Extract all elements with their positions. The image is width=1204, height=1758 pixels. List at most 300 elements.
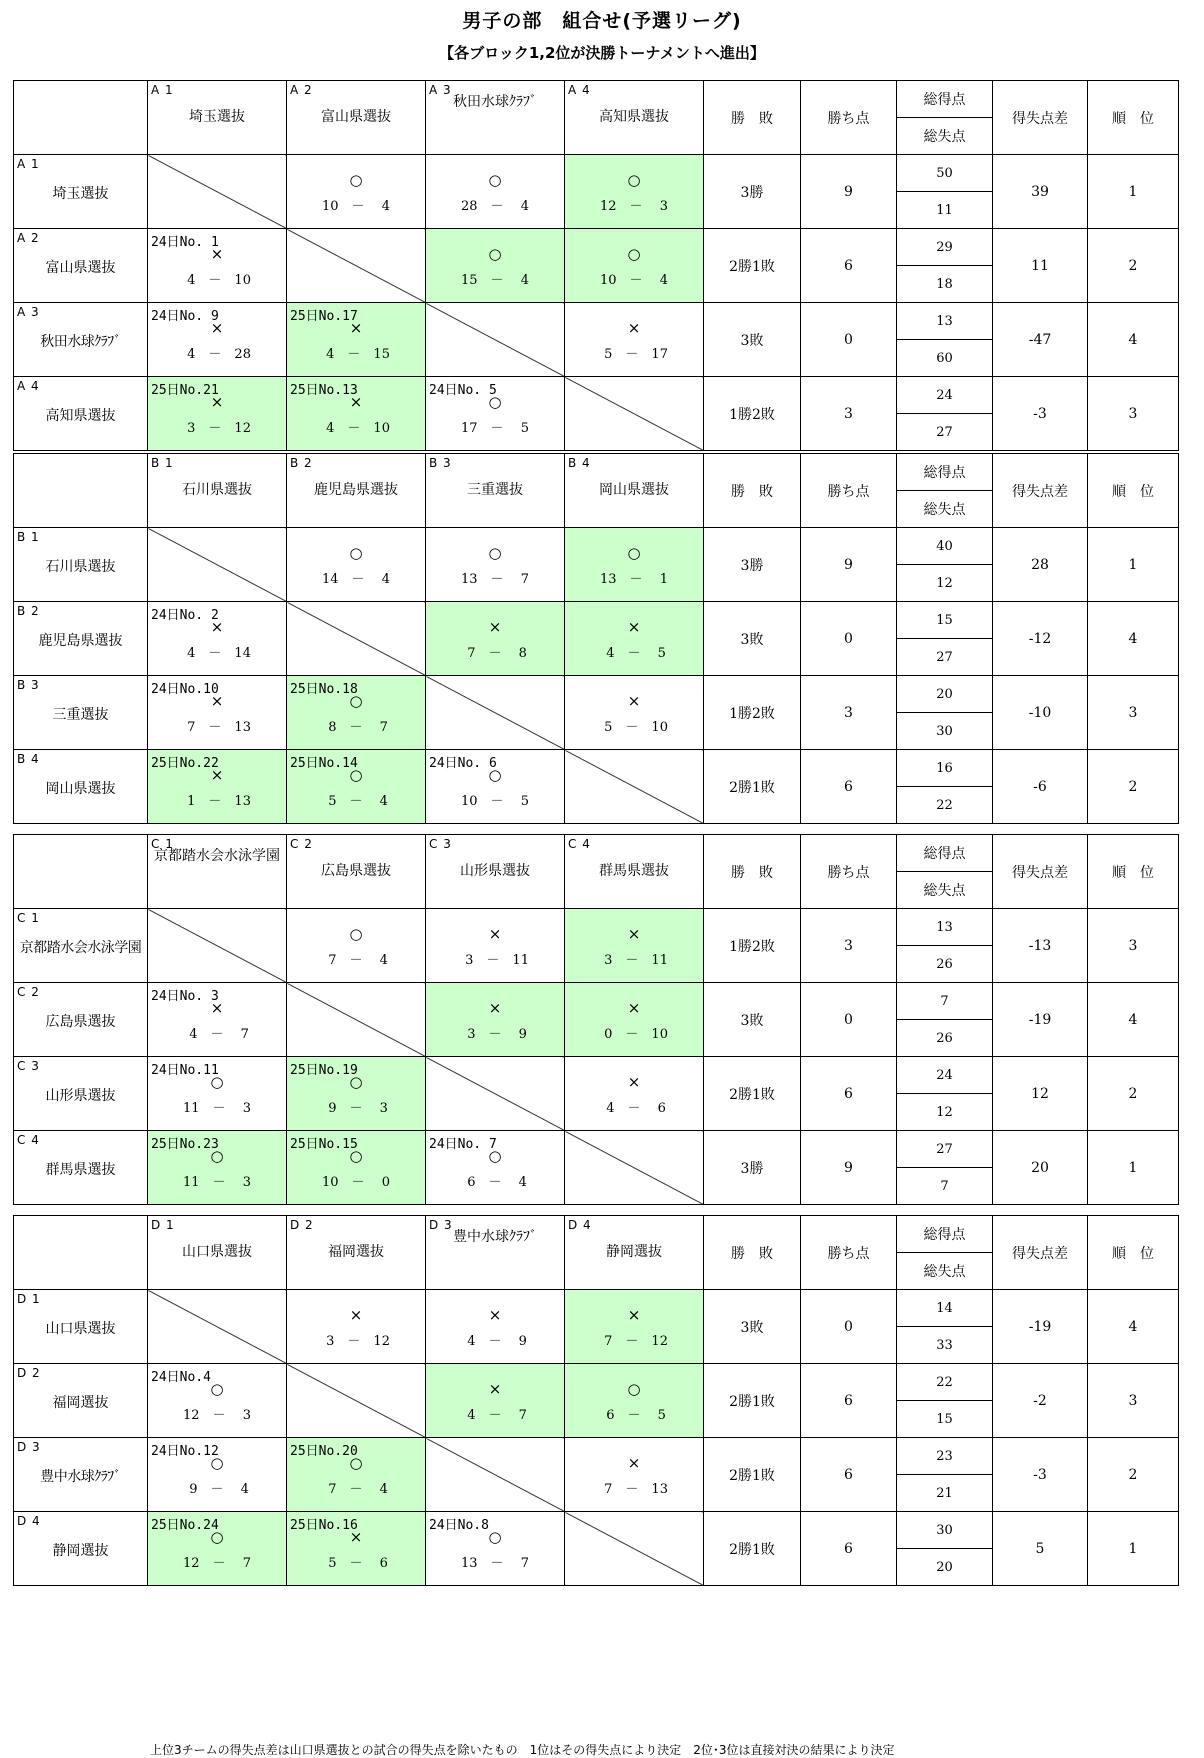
self-match-cell bbox=[287, 1364, 426, 1438]
record-header: 勝 敗 bbox=[704, 81, 801, 155]
points-value: 9 bbox=[801, 155, 897, 229]
result-mark: × bbox=[210, 617, 224, 636]
match-score: 10 － 5 bbox=[461, 793, 529, 809]
match-score: 10 － 4 bbox=[600, 272, 668, 288]
record-value: 2勝1敗 bbox=[704, 1364, 801, 1438]
team-tag: C 3 bbox=[17, 1058, 40, 1073]
points-value: 6 bbox=[801, 1364, 897, 1438]
goals-for-value: 50 bbox=[897, 155, 993, 192]
diff-value: -19 bbox=[993, 983, 1088, 1057]
points-value: 0 bbox=[801, 602, 897, 676]
self-match-cell bbox=[148, 1290, 287, 1364]
match-score: 15 － 4 bbox=[461, 272, 529, 288]
points-value: 0 bbox=[801, 983, 897, 1057]
result-mark: ○ bbox=[627, 170, 641, 189]
result-mark: ○ bbox=[488, 1527, 502, 1546]
match-cell bbox=[565, 1057, 704, 1131]
team-name: 秋田水球ｸﾗﾌﾞ bbox=[40, 333, 121, 350]
record-value: 3敗 bbox=[704, 303, 801, 377]
team-tag: C 1 bbox=[17, 910, 40, 925]
match-score: 14 － 4 bbox=[322, 571, 390, 587]
result-mark: ○ bbox=[349, 691, 363, 710]
match-cell bbox=[565, 602, 704, 676]
match-score: 3 － 12 bbox=[322, 1333, 390, 1349]
match-number: 24日No.11 bbox=[151, 1062, 219, 1078]
column-team-header bbox=[148, 454, 287, 528]
result-mark: × bbox=[627, 617, 641, 636]
match-number: 25日No.24 bbox=[151, 1517, 219, 1533]
self-match-cell bbox=[148, 155, 287, 229]
rank-value: 3 bbox=[1088, 1364, 1179, 1438]
match-number: 25日No.15 bbox=[290, 1136, 358, 1152]
team-tag: C 4 bbox=[17, 1132, 40, 1147]
goals-against-header: 総失点 bbox=[897, 1253, 993, 1290]
record-value: 3敗 bbox=[704, 1290, 801, 1364]
goals-for-value: 24 bbox=[897, 377, 993, 414]
team-tag: D 2 bbox=[290, 1217, 314, 1232]
match-score: 5 － 6 bbox=[324, 1555, 388, 1571]
points-value: 9 bbox=[801, 1131, 897, 1205]
match-score: 3 － 12 bbox=[183, 420, 251, 436]
result-mark: ○ bbox=[210, 1453, 224, 1472]
goals-against-value: 60 bbox=[897, 340, 993, 377]
result-mark: ○ bbox=[210, 1072, 224, 1091]
team-tag: C 3 bbox=[429, 836, 452, 851]
team-tag: D 1 bbox=[17, 1291, 41, 1306]
team-name: 福岡選抜 bbox=[328, 1243, 384, 1260]
team-tag: A 3 bbox=[17, 304, 40, 319]
match-cell bbox=[148, 1438, 287, 1512]
diff-value: 5 bbox=[993, 1512, 1088, 1586]
match-cell bbox=[565, 1290, 704, 1364]
match-score: 10 － 0 bbox=[322, 1174, 390, 1190]
points-value: 6 bbox=[801, 1057, 897, 1131]
column-team-header bbox=[426, 81, 565, 155]
match-score: 4 － 15 bbox=[322, 346, 390, 362]
team-tag: B 4 bbox=[17, 751, 40, 766]
match-cell bbox=[287, 750, 426, 824]
match-number: 25日No.17 bbox=[290, 308, 358, 324]
goals-for-value: 24 bbox=[897, 1057, 993, 1094]
match-score: 7 － 8 bbox=[463, 645, 527, 661]
points-value: 6 bbox=[801, 1512, 897, 1586]
goals-against-value: 12 bbox=[897, 1094, 993, 1131]
rank-value: 2 bbox=[1088, 1438, 1179, 1512]
record-value: 3勝 bbox=[704, 528, 801, 602]
result-mark: ○ bbox=[349, 1072, 363, 1091]
table-row bbox=[14, 1290, 1179, 1327]
goals-against-value: 27 bbox=[897, 414, 993, 451]
rank-value: 4 bbox=[1088, 1290, 1179, 1364]
rank-value: 3 bbox=[1088, 377, 1179, 451]
match-cell bbox=[287, 155, 426, 229]
diff-header: 得失点差 bbox=[993, 835, 1088, 909]
points-value: 6 bbox=[801, 750, 897, 824]
points-value: 0 bbox=[801, 1290, 897, 1364]
team-tag: A 3 bbox=[429, 82, 452, 97]
result-mark: ○ bbox=[349, 765, 363, 784]
goals-for-header: 総得点 bbox=[897, 454, 993, 491]
team-name: 富山県選抜 bbox=[45, 259, 116, 276]
match-number: 24日No. 9 bbox=[151, 308, 219, 324]
match-score: 17 － 5 bbox=[461, 420, 529, 436]
match-score: 3 － 11 bbox=[461, 952, 529, 968]
result-mark: × bbox=[627, 1453, 641, 1472]
points-value: 0 bbox=[801, 303, 897, 377]
team-tag: C 2 bbox=[290, 836, 313, 851]
match-score: 7 － 13 bbox=[600, 1481, 668, 1497]
team-tag: B 3 bbox=[17, 677, 40, 692]
footnote: 上位3チームの得失点差は山口県選抜との試合の得失点を除いたもの 1位はその得失点により決定 2位･3位は直接対決の結果により決定 bbox=[150, 1743, 895, 1757]
match-score: 12 － 3 bbox=[183, 1407, 251, 1423]
team-tag: D 4 bbox=[17, 1513, 41, 1528]
match-number: 24日No.4 bbox=[151, 1369, 211, 1385]
match-cell bbox=[426, 909, 565, 983]
column-team-header bbox=[148, 835, 287, 909]
corner-cell bbox=[14, 81, 148, 155]
row-team-header bbox=[14, 229, 148, 303]
team-name: 福岡選抜 bbox=[52, 1394, 109, 1411]
match-number: 24日No. 3 bbox=[151, 988, 219, 1004]
match-cell bbox=[287, 1290, 426, 1364]
self-match-cell bbox=[287, 602, 426, 676]
table-row bbox=[14, 1512, 1179, 1549]
record-value: 2勝1敗 bbox=[704, 750, 801, 824]
team-tag: B 3 bbox=[429, 455, 452, 470]
match-cell bbox=[148, 983, 287, 1057]
match-score: 5 － 10 bbox=[600, 719, 668, 735]
points-value: 9 bbox=[801, 528, 897, 602]
match-score: 7 － 4 bbox=[324, 1481, 388, 1497]
rank-value: 2 bbox=[1088, 229, 1179, 303]
record-value: 2勝1敗 bbox=[704, 1512, 801, 1586]
goals-against-value: 15 bbox=[897, 1401, 993, 1438]
result-mark: ○ bbox=[210, 1379, 224, 1398]
match-score: 28 － 4 bbox=[461, 198, 529, 214]
match-score: 4 － 10 bbox=[322, 420, 390, 436]
match-score: 13 － 1 bbox=[600, 571, 668, 587]
page-subtitle: 【各ブロック1,2位が決勝トーナメントへ進出】 bbox=[439, 44, 765, 62]
record-value: 2勝1敗 bbox=[704, 1057, 801, 1131]
match-number: 24日No.12 bbox=[151, 1443, 219, 1459]
record-header: 勝 敗 bbox=[704, 835, 801, 909]
team-tag: D 3 bbox=[429, 1217, 453, 1232]
rank-value: 2 bbox=[1088, 1057, 1179, 1131]
match-cell bbox=[565, 676, 704, 750]
column-team-header bbox=[287, 454, 426, 528]
result-mark: × bbox=[627, 924, 641, 943]
record-value: 2勝1敗 bbox=[704, 229, 801, 303]
column-team-header bbox=[565, 454, 704, 528]
result-mark: × bbox=[488, 1305, 502, 1324]
match-cell bbox=[287, 909, 426, 983]
league-table bbox=[13, 80, 1179, 451]
rank-value: 1 bbox=[1088, 1512, 1179, 1586]
result-mark: × bbox=[627, 1305, 641, 1324]
goals-against-header: 総失点 bbox=[897, 872, 993, 909]
team-name: 鹿児島県選抜 bbox=[314, 481, 398, 498]
column-team-header bbox=[426, 1216, 565, 1290]
match-number: 25日No.14 bbox=[290, 755, 358, 771]
result-mark: × bbox=[488, 998, 502, 1017]
row-team-header bbox=[14, 1131, 148, 1205]
match-number: 25日No.23 bbox=[151, 1136, 219, 1152]
result-mark: × bbox=[349, 1305, 363, 1324]
points-header: 勝ち点 bbox=[801, 454, 897, 528]
row-team-header bbox=[14, 1057, 148, 1131]
match-score: 4 － 7 bbox=[463, 1407, 527, 1423]
match-cell bbox=[287, 676, 426, 750]
match-number: 25日No.16 bbox=[290, 1517, 358, 1533]
points-header: 勝ち点 bbox=[801, 1216, 897, 1290]
team-name: 三重選抜 bbox=[52, 706, 109, 723]
result-mark: × bbox=[349, 1527, 363, 1546]
goals-against-value: 30 bbox=[897, 713, 993, 750]
page-title: 男子の部 組合せ(予選リーグ) bbox=[462, 10, 742, 32]
match-cell bbox=[426, 229, 565, 303]
column-team-header bbox=[148, 81, 287, 155]
goals-against-value: 22 bbox=[897, 787, 993, 824]
rank-value: 1 bbox=[1088, 1131, 1179, 1205]
team-tag: D 2 bbox=[17, 1365, 41, 1380]
rank-value: 3 bbox=[1088, 909, 1179, 983]
rank-value: 4 bbox=[1088, 303, 1179, 377]
match-score: 12 － 7 bbox=[183, 1555, 251, 1571]
diff-value: 11 bbox=[993, 229, 1088, 303]
team-name: 秋田水球ｸﾗﾌﾞ bbox=[453, 93, 537, 110]
record-value: 3勝 bbox=[704, 1131, 801, 1205]
goals-for-value: 13 bbox=[897, 303, 993, 340]
result-mark: × bbox=[210, 998, 224, 1017]
diff-value: -12 bbox=[993, 602, 1088, 676]
match-score: 10 － 4 bbox=[322, 198, 390, 214]
rank-header: 順 位 bbox=[1088, 81, 1179, 155]
result-mark: ○ bbox=[210, 1146, 224, 1165]
match-cell bbox=[426, 602, 565, 676]
row-team-header bbox=[14, 155, 148, 229]
corner-cell bbox=[14, 454, 148, 528]
goals-for-value: 14 bbox=[897, 1290, 993, 1327]
league-table bbox=[13, 1215, 1179, 1586]
match-score: 6 － 5 bbox=[602, 1407, 666, 1423]
corner-cell bbox=[14, 835, 148, 909]
result-mark: ○ bbox=[349, 1146, 363, 1165]
match-number: 24日No. 1 bbox=[151, 234, 219, 250]
table-row bbox=[14, 983, 1179, 1020]
match-score: 7 － 12 bbox=[600, 1333, 668, 1349]
match-cell bbox=[565, 1438, 704, 1512]
team-tag: A 2 bbox=[290, 82, 313, 97]
rank-header: 順 位 bbox=[1088, 835, 1179, 909]
team-name: 埼玉選抜 bbox=[52, 185, 109, 202]
match-score: 4 － 7 bbox=[185, 1026, 249, 1042]
result-mark: × bbox=[349, 392, 363, 411]
team-name: 群馬県選抜 bbox=[45, 1161, 116, 1178]
team-name: 京都踏水会水泳学園 bbox=[154, 847, 280, 864]
result-mark: × bbox=[210, 691, 224, 710]
diff-header: 得失点差 bbox=[993, 1216, 1088, 1290]
row-team-header bbox=[14, 1438, 148, 1512]
diff-value: 28 bbox=[993, 528, 1088, 602]
team-tag: A 1 bbox=[151, 82, 174, 97]
table-row bbox=[14, 1364, 1179, 1401]
goals-against-value: 26 bbox=[897, 946, 993, 983]
diff-value: -10 bbox=[993, 676, 1088, 750]
goals-against-value: 27 bbox=[897, 639, 993, 676]
record-value: 3敗 bbox=[704, 983, 801, 1057]
points-header: 勝ち点 bbox=[801, 81, 897, 155]
row-team-header bbox=[14, 983, 148, 1057]
match-cell bbox=[565, 229, 704, 303]
row-team-header bbox=[14, 676, 148, 750]
row-team-header bbox=[14, 528, 148, 602]
match-score: 8 － 7 bbox=[324, 719, 388, 735]
match-score: 5 － 4 bbox=[324, 793, 388, 809]
column-team-header bbox=[426, 454, 565, 528]
result-mark: × bbox=[488, 924, 502, 943]
column-team-header bbox=[148, 1216, 287, 1290]
result-mark: × bbox=[210, 244, 224, 263]
goals-for-value: 23 bbox=[897, 1438, 993, 1475]
team-name: 山口県選抜 bbox=[45, 1320, 116, 1337]
diff-value: -6 bbox=[993, 750, 1088, 824]
rank-value: 4 bbox=[1088, 602, 1179, 676]
row-team-header bbox=[14, 1364, 148, 1438]
team-tag: C 2 bbox=[17, 984, 40, 999]
result-mark: ○ bbox=[627, 244, 641, 263]
goals-for-header: 総得点 bbox=[897, 1216, 993, 1253]
record-header: 勝 敗 bbox=[704, 454, 801, 528]
team-tag: C 1 bbox=[151, 836, 174, 851]
diff-value: -3 bbox=[993, 377, 1088, 451]
team-name: 高知県選抜 bbox=[599, 108, 669, 125]
rank-value: 4 bbox=[1088, 983, 1179, 1057]
team-name: 高知県選抜 bbox=[45, 407, 116, 424]
team-name: 広島県選抜 bbox=[45, 1013, 116, 1030]
rank-value: 1 bbox=[1088, 155, 1179, 229]
result-mark: × bbox=[627, 691, 641, 710]
table-row bbox=[14, 528, 1179, 565]
match-number: 24日No.8 bbox=[429, 1517, 489, 1533]
result-mark: ○ bbox=[627, 543, 641, 562]
match-cell bbox=[426, 377, 565, 451]
team-name: 群馬県選抜 bbox=[599, 862, 669, 879]
result-mark: ○ bbox=[488, 765, 502, 784]
match-cell bbox=[426, 1131, 565, 1205]
result-mark: ○ bbox=[349, 924, 363, 943]
points-value: 3 bbox=[801, 377, 897, 451]
result-mark: ○ bbox=[488, 392, 502, 411]
rank-value: 2 bbox=[1088, 750, 1179, 824]
team-tag: A 1 bbox=[17, 156, 40, 171]
match-number: 24日No. 5 bbox=[429, 382, 497, 398]
goals-for-header: 総得点 bbox=[897, 835, 993, 872]
team-name: 広島県選抜 bbox=[321, 862, 391, 879]
rank-header: 順 位 bbox=[1088, 1216, 1179, 1290]
match-score: 11 － 3 bbox=[183, 1100, 251, 1116]
team-name: 富山県選抜 bbox=[321, 108, 391, 125]
self-match-cell bbox=[565, 1512, 704, 1586]
row-team-header bbox=[14, 750, 148, 824]
match-number: 25日No.22 bbox=[151, 755, 219, 771]
team-tag: B 2 bbox=[290, 455, 313, 470]
table-row bbox=[14, 155, 1179, 192]
points-header: 勝ち点 bbox=[801, 835, 897, 909]
table-row bbox=[14, 377, 1179, 414]
result-mark: × bbox=[627, 318, 641, 337]
match-number: 24日No. 7 bbox=[429, 1136, 497, 1152]
table-row bbox=[14, 602, 1179, 639]
goals-for-value: 16 bbox=[897, 750, 993, 787]
rank-value: 3 bbox=[1088, 676, 1179, 750]
column-team-header bbox=[426, 835, 565, 909]
goals-against-value: 26 bbox=[897, 1020, 993, 1057]
goals-for-value: 13 bbox=[897, 909, 993, 946]
self-match-cell bbox=[426, 676, 565, 750]
goals-for-value: 22 bbox=[897, 1364, 993, 1401]
table-row bbox=[14, 909, 1179, 946]
match-score: 9 － 3 bbox=[324, 1100, 388, 1116]
team-name: 山口県選抜 bbox=[182, 1243, 252, 1260]
result-mark: × bbox=[488, 617, 502, 636]
match-cell bbox=[426, 1290, 565, 1364]
match-cell bbox=[148, 1057, 287, 1131]
match-cell bbox=[287, 1512, 426, 1586]
team-name: 埼玉選抜 bbox=[189, 108, 245, 125]
match-score: 4 － 14 bbox=[183, 645, 251, 661]
table-row bbox=[14, 1438, 1179, 1475]
diff-value: 20 bbox=[993, 1131, 1088, 1205]
table-row bbox=[14, 1057, 1179, 1094]
corner-cell bbox=[14, 1216, 148, 1290]
match-cell bbox=[148, 303, 287, 377]
record-value: 1勝2敗 bbox=[704, 676, 801, 750]
match-score: 4 － 9 bbox=[463, 1333, 527, 1349]
diff-value: -47 bbox=[993, 303, 1088, 377]
table-row bbox=[14, 676, 1179, 713]
team-tag: C 4 bbox=[568, 836, 591, 851]
result-mark: ○ bbox=[349, 1453, 363, 1472]
match-number: 25日No.18 bbox=[290, 681, 358, 697]
diff-value: 12 bbox=[993, 1057, 1088, 1131]
diff-value: -3 bbox=[993, 1438, 1088, 1512]
match-cell bbox=[287, 1131, 426, 1205]
match-cell bbox=[148, 377, 287, 451]
points-value: 6 bbox=[801, 1438, 897, 1512]
result-mark: × bbox=[210, 392, 224, 411]
match-score: 4 － 6 bbox=[602, 1100, 666, 1116]
result-mark: × bbox=[349, 318, 363, 337]
record-value: 1勝2敗 bbox=[704, 909, 801, 983]
self-match-cell bbox=[426, 1438, 565, 1512]
league-table bbox=[13, 834, 1179, 1205]
match-score: 13 － 7 bbox=[461, 1555, 529, 1571]
match-score: 13 － 7 bbox=[461, 571, 529, 587]
diff-value: -19 bbox=[993, 1290, 1088, 1364]
match-score: 6 － 4 bbox=[463, 1174, 527, 1190]
match-cell bbox=[426, 1512, 565, 1586]
column-team-header bbox=[287, 1216, 426, 1290]
row-team-header bbox=[14, 1512, 148, 1586]
rank-header: 順 位 bbox=[1088, 454, 1179, 528]
diff-header: 得失点差 bbox=[993, 81, 1088, 155]
self-match-cell bbox=[287, 983, 426, 1057]
team-tag: A 4 bbox=[17, 378, 40, 393]
table-row bbox=[14, 750, 1179, 787]
match-score: 4 － 5 bbox=[602, 645, 666, 661]
result-mark: ○ bbox=[349, 170, 363, 189]
team-tag: B 2 bbox=[17, 603, 40, 618]
